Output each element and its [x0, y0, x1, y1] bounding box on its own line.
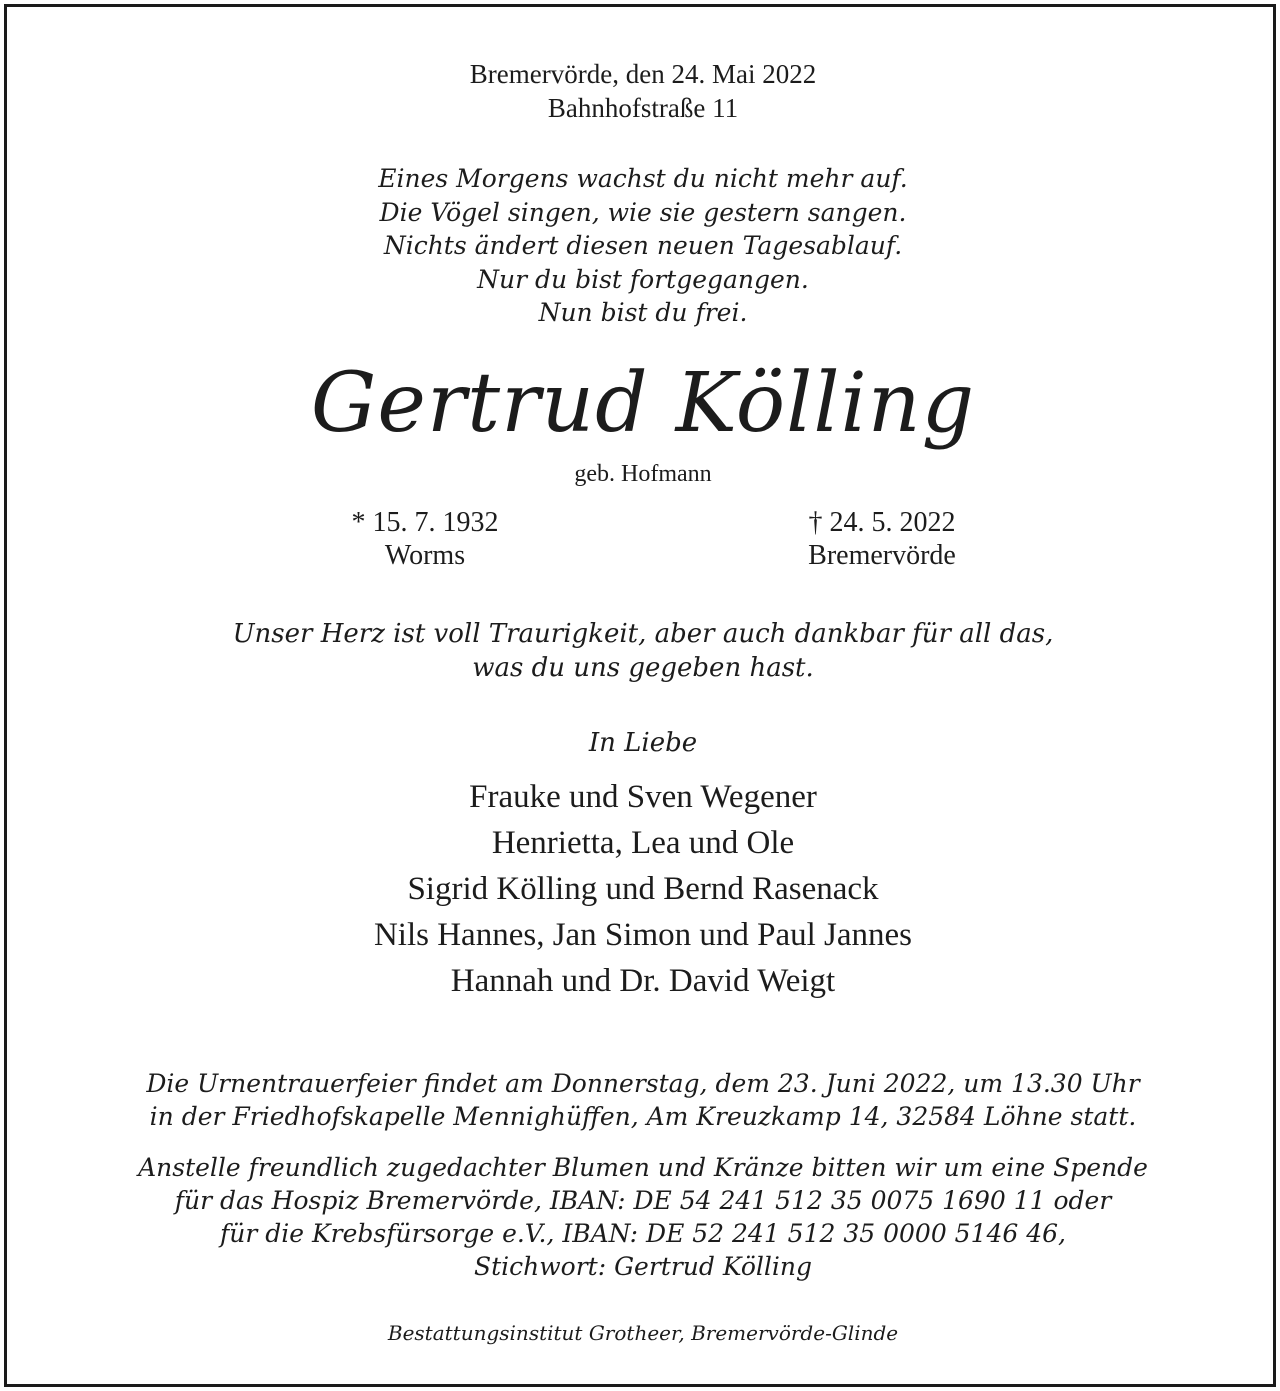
donation-line: für das Hospiz Bremervörde, IBAN: DE 54 241 512 35 0075 1690 11 oder — [174, 1186, 1112, 1215]
family-member: Hannah und Dr. David Weigt — [450, 963, 836, 999]
family-member: Frauke und Sven Wegener — [469, 779, 817, 815]
death-place: Bremervörde — [808, 540, 956, 571]
poem-line: Nun bist du frei. — [538, 298, 748, 327]
sentiment-line: was du uns gegeben hast. — [472, 653, 814, 683]
family-member: Sigrid Kölling und Bernd Rasenack — [407, 871, 879, 907]
date-line: Bremervörde, den 24. Mai 2022 — [469, 59, 817, 89]
address: Bahnhofstraße 11 — [547, 93, 739, 123]
obituary-notice — [4, 4, 1276, 1387]
ceremony-line: Die Urnentrauerfeier findet am Donnerstag, dem 23. Juni 2022, um 13.30 Uhr — [146, 1069, 1140, 1098]
ceremony-line: in der Friedhofskapelle Mennighüffen, Am Kreuzkamp 14, 32584 Löhne statt. — [149, 1102, 1137, 1131]
donation-line: Stichwort: Gertrud Kölling — [473, 1252, 812, 1281]
sentiment-line: Unser Herz ist voll Traurigkeit, aber auch dankbar für all das, — [232, 619, 1054, 649]
deceased-name: Gertrud Kölling — [310, 356, 976, 451]
poem-line: Nur du bist fortgegangen. — [477, 265, 809, 294]
poem-line: Eines Morgens wachst du nicht mehr auf. — [378, 164, 908, 193]
death-date: † 24. 5. 2022 — [808, 507, 956, 538]
poem-line: Nichts ändert diesen neuen Tagesablauf. — [383, 231, 903, 260]
birth-place: Worms — [384, 540, 466, 571]
funeral-home: Bestattungsinstitut Grotheer, Bremervörde-Glinde — [387, 1321, 899, 1345]
in-love: In Liebe — [588, 728, 698, 758]
donation-line: Anstelle freundlich zugedachter Blumen und Kränze bitten wir um eine Spende — [138, 1153, 1148, 1182]
poem-line: Die Vögel singen, wie sie gestern sangen. — [379, 198, 907, 227]
birth-date: * 15. 7. 1932 — [351, 507, 499, 538]
maiden-name: geb. Hofmann — [574, 461, 712, 487]
donation-line: für die Krebsfürsorge e.V., IBAN: DE 52 241 512 35 0000 5146 46, — [219, 1219, 1067, 1248]
family-member: Nils Hannes, Jan Simon und Paul Jannes — [373, 917, 913, 953]
family-member: Henrietta, Lea und Ole — [491, 825, 795, 861]
